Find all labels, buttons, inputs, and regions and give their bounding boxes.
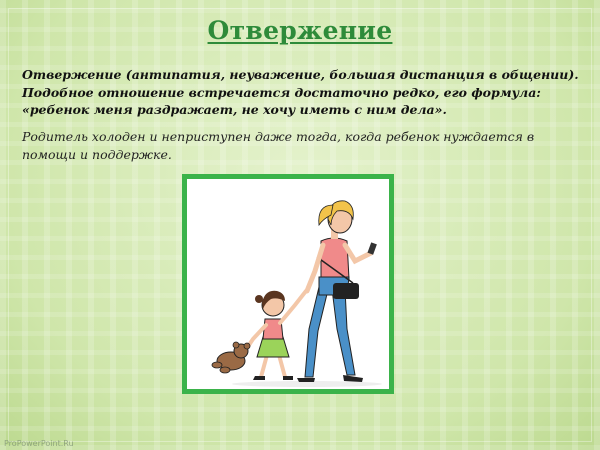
handbag [333,283,359,299]
teddy-bear [212,342,250,373]
child-figure [245,291,306,380]
slide-title: Отвержение [207,16,393,45]
lead-paragraph: Отвержение (антипатия, неуважение, большая дистанция в общении). Подобное отношение встречается достаточно редко, его формула: «ребенок меня раздражает, не хочу иметь с ним дела». [22,67,579,117]
mother-ignoring-child-illustration [187,179,389,389]
watermark: ProPowerPoint.Ru [4,439,74,448]
illustration-frame [182,174,394,394]
mother-figure [297,201,377,382]
mother-shoe [297,378,315,382]
phone [367,242,376,254]
body-paragraph: Родитель холоден и неприступен даже тогда, когда ребенок нуждается в помощи и поддержке. [22,129,535,162]
mother-shoe [343,375,363,382]
